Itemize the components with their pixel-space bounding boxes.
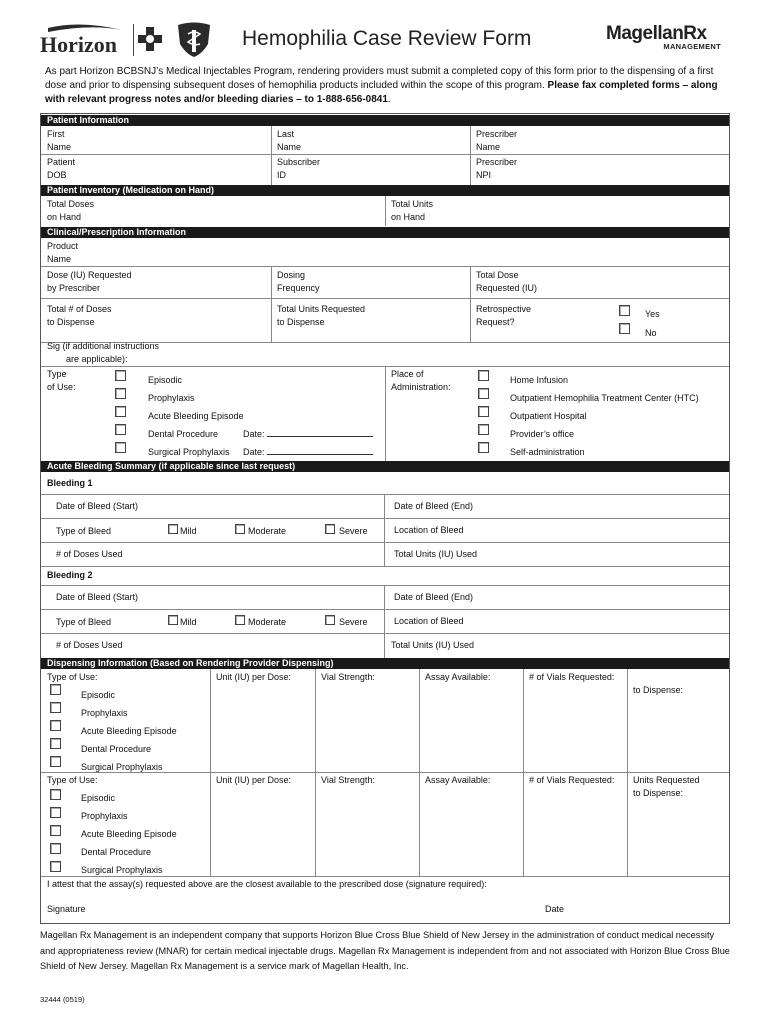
bleeding-2-heading: Bleeding 2 bbox=[47, 570, 93, 580]
bleed1-units-used-field[interactable]: Total Units (IU) Used bbox=[394, 549, 478, 559]
dispense2-surgical-label: Surgical Prophylaxis bbox=[81, 865, 163, 875]
prescriber-name-field[interactable]: Prescriber Name bbox=[476, 129, 518, 152]
dispense1-unit-per-dose-label: Unit (IU) per Dose: bbox=[216, 672, 292, 682]
use-surgical-checkbox[interactable] bbox=[115, 442, 126, 453]
bleed2-doses-used-field[interactable]: # of Doses Used bbox=[56, 640, 123, 650]
signature-field[interactable]: Signature bbox=[47, 904, 86, 914]
dispense2-units-requested-label: Units Requested to Dispense: bbox=[633, 775, 700, 798]
bleed2-severe-label: Severe bbox=[339, 617, 368, 627]
dispense1-to-dispense-label: to Dispense: bbox=[633, 685, 684, 695]
signature-date-field[interactable]: Date bbox=[545, 904, 565, 914]
place-provider-office-checkbox[interactable] bbox=[478, 424, 489, 435]
place-htc-label: Outpatient Hemophilia Treatment Center (HTC) bbox=[510, 393, 699, 403]
bleed2-units-used-field[interactable]: Total Units (IU) Used bbox=[391, 640, 475, 650]
form-code: 32444 (0519) bbox=[40, 995, 85, 1004]
bleed1-doses-used-field[interactable]: # of Doses Used bbox=[56, 549, 123, 559]
use-prophylaxis-checkbox[interactable] bbox=[115, 388, 126, 399]
dispense2-dental-checkbox[interactable] bbox=[50, 843, 61, 854]
case-review-form bbox=[40, 113, 730, 924]
bleed2-moderate-checkbox[interactable] bbox=[235, 615, 245, 625]
retrospective-no-checkbox[interactable] bbox=[619, 323, 630, 334]
magellan-logo-subtext: MANAGEMENT bbox=[663, 42, 721, 51]
dispense1-vials-requested-label: # of Vials Requested: bbox=[529, 672, 615, 682]
dispense1-surgical-checkbox[interactable] bbox=[50, 756, 61, 767]
subscriber-id-field[interactable]: Subscriber ID bbox=[277, 157, 321, 180]
dispense2-type-of-use-label: Type of Use: bbox=[47, 775, 98, 785]
intro-fax-instruction: Please fax completed forms – along with relevant progress notes and/or bleeding diaries – to 1-888-656-0841 bbox=[45, 80, 718, 106]
dosing-frequency-field[interactable]: Dosing Frequency bbox=[277, 270, 320, 293]
dispense2-acute-checkbox[interactable] bbox=[50, 825, 61, 836]
use-episodic-checkbox[interactable] bbox=[115, 370, 126, 381]
dispense1-dental-checkbox[interactable] bbox=[50, 738, 61, 749]
surgical-date-field[interactable]: Date: bbox=[243, 446, 373, 459]
bleed2-moderate-label: Moderate bbox=[248, 617, 287, 627]
dispense1-prophylaxis-label: Prophylaxis bbox=[81, 708, 128, 718]
use-episodic-label: Episodic bbox=[148, 375, 183, 385]
sig-instructions-field[interactable]: Sig (if additional instructions are applicable): bbox=[47, 341, 160, 364]
bleed1-moderate-label: Moderate bbox=[248, 526, 287, 536]
place-home-infusion-label: Home Infusion bbox=[510, 375, 569, 385]
page-title: Hemophilia Case Review Form bbox=[242, 27, 532, 50]
bleed1-mild-checkbox[interactable] bbox=[168, 524, 178, 534]
retrospective-yes-checkbox[interactable] bbox=[619, 305, 630, 316]
bleed2-mild-label: Mild bbox=[180, 617, 197, 627]
use-dental-checkbox[interactable] bbox=[115, 424, 126, 435]
dispense2-episodic-label: Episodic bbox=[81, 793, 116, 803]
bleeding-summary-heading: Acute Bleeding Summary (if applicable since last request) bbox=[41, 461, 729, 472]
bleed1-type-label: Type of Bleed bbox=[56, 526, 112, 536]
dispense1-surgical-label: Surgical Prophylaxis bbox=[81, 762, 163, 772]
place-provider-office-label: Provider’s office bbox=[510, 429, 575, 439]
magellan-logo-text: MagellanRx bbox=[606, 23, 707, 44]
dispense1-dental-label: Dental Procedure bbox=[81, 744, 152, 754]
total-units-on-hand-field[interactable]: Total Units on Hand bbox=[391, 199, 434, 222]
dispense2-prophylaxis-label: Prophylaxis bbox=[81, 811, 128, 821]
use-dental-label: Dental Procedure bbox=[148, 429, 219, 439]
intro-paragraph bbox=[45, 65, 725, 108]
place-outpatient-hospital-label: Outpatient Hospital bbox=[510, 411, 587, 421]
total-units-dispense-field[interactable]: Total Units Requested to Dispense bbox=[277, 304, 366, 327]
dispense1-prophylaxis-checkbox[interactable] bbox=[50, 702, 61, 713]
dispense2-surgical-checkbox[interactable] bbox=[50, 861, 61, 872]
bleed2-type-label: Type of Bleed bbox=[56, 617, 112, 627]
horizon-swoosh-icon bbox=[40, 22, 170, 58]
use-acute-bleeding-checkbox[interactable] bbox=[115, 406, 126, 417]
attestation-text: I attest that the assay(s) requested above are the closest available to the prescribed dose (signature required): bbox=[47, 879, 487, 889]
patient-inventory-heading: Patient Inventory (Medication on Hand) bbox=[41, 185, 729, 196]
footer-disclaimer: Magellan Rx Management is an independent company that supports Horizon Blue Cross Blue Shield of New Jersey in the administration of conduct medical necessity and appropriateness review (MNAR) for certain medical injectable drugs. Magellan Rx Management is independent from and not associated with Horizon Blue Cross Blue Shield of New Jersey. Magellan Rx Management is a service mark of Magellan Health, Inc. bbox=[40, 930, 730, 971]
bleed2-date-start-field[interactable]: Date of Bleed (Start) bbox=[56, 592, 139, 602]
dispense1-acute-label: Acute Bleeding Episode bbox=[81, 726, 177, 736]
dispense2-vial-strength-label: Vial Strength: bbox=[321, 775, 375, 785]
dispense2-dental-label: Dental Procedure bbox=[81, 847, 152, 857]
bleed1-severe-checkbox[interactable] bbox=[325, 524, 335, 534]
bleed2-severe-checkbox[interactable] bbox=[325, 615, 335, 625]
first-name-field[interactable]: First Name bbox=[47, 129, 72, 152]
dispense1-acute-checkbox[interactable] bbox=[50, 720, 61, 731]
type-of-use-label: Type of Use: bbox=[47, 369, 76, 392]
prescriber-npi-field[interactable]: Prescriber NPI bbox=[476, 157, 518, 180]
product-name-field[interactable]: Product Name bbox=[47, 241, 79, 264]
dental-date-field[interactable]: Date: bbox=[243, 428, 373, 441]
dispense1-episodic-checkbox[interactable] bbox=[50, 684, 61, 695]
use-acute-bleeding-label: Acute Bleeding Episode bbox=[148, 411, 244, 421]
retrospective-request-label: Retrospective Request? bbox=[476, 304, 532, 327]
dispense2-unit-per-dose-label: Unit (IU) per Dose: bbox=[216, 775, 292, 785]
horizon-logo-text: Horizon bbox=[40, 32, 117, 57]
dispense1-assay-label: Assay Available: bbox=[425, 672, 491, 682]
place-of-administration-label: Place of Administration: bbox=[391, 369, 451, 392]
use-surgical-label: Surgical Prophylaxis bbox=[148, 447, 230, 457]
bleed2-date-end-field[interactable]: Date of Bleed (End) bbox=[394, 592, 474, 602]
dispense2-vials-requested-label: # of Vials Requested: bbox=[529, 775, 615, 785]
last-name-field[interactable]: Last Name bbox=[277, 129, 302, 152]
total-doses-on-hand-field[interactable]: Total Doses on Hand bbox=[47, 199, 95, 222]
place-outpatient-hospital-checkbox[interactable] bbox=[478, 406, 489, 417]
magellan-logo bbox=[606, 24, 721, 51]
bleed1-moderate-checkbox[interactable] bbox=[235, 524, 245, 534]
dispense1-episodic-label: Episodic bbox=[81, 690, 116, 700]
retrospective-yes-label: Yes bbox=[645, 309, 660, 319]
total-doses-dispense-field[interactable]: Total # of Doses to Dispense bbox=[47, 304, 112, 327]
dispense2-episodic-checkbox[interactable] bbox=[50, 789, 61, 800]
bleed2-mild-checkbox[interactable] bbox=[168, 615, 178, 625]
place-self-admin-checkbox[interactable] bbox=[478, 442, 489, 453]
horizon-logo bbox=[40, 22, 170, 60]
dispense1-type-of-use-label: Type of Use: bbox=[47, 672, 98, 682]
bleed1-severe-label: Severe bbox=[339, 526, 368, 536]
bleed1-date-end-field[interactable]: Date of Bleed (End) bbox=[394, 501, 474, 511]
retrospective-no-label: No bbox=[645, 328, 657, 338]
clinical-information-heading: Clinical/Prescription Information bbox=[41, 227, 729, 238]
use-prophylaxis-label: Prophylaxis bbox=[148, 393, 195, 403]
bleeding-1-heading: Bleeding 1 bbox=[47, 478, 93, 488]
dispense2-acute-label: Acute Bleeding Episode bbox=[81, 829, 177, 839]
total-dose-requested-field[interactable]: Total Dose Requested (IU) bbox=[476, 270, 538, 293]
intro-text: As part Horizon BCBSNJ’s Medical Injectables Program, rendering providers must submit a completed copy of this form prior to the dispensing of a first dose and prior to dispensing subsequent doses of hemophilia products included within the scope of this program. bbox=[45, 66, 714, 92]
blue-cross-icon bbox=[138, 27, 162, 51]
intro-end: . bbox=[387, 94, 391, 106]
place-htc-checkbox[interactable] bbox=[478, 388, 489, 399]
bleed1-mild-label: Mild bbox=[180, 526, 197, 536]
dispense2-prophylaxis-checkbox[interactable] bbox=[50, 807, 61, 818]
dispense2-assay-label: Assay Available: bbox=[425, 775, 491, 785]
dispense1-vial-strength-label: Vial Strength: bbox=[321, 672, 375, 682]
bleed2-location-field[interactable]: Location of Bleed bbox=[394, 616, 464, 626]
patient-information-heading: Patient Information bbox=[41, 115, 729, 126]
patient-dob-field[interactable]: Patient DOB bbox=[47, 157, 76, 180]
bleed1-location-field[interactable]: Location of Bleed bbox=[394, 525, 464, 535]
place-home-infusion-checkbox[interactable] bbox=[478, 370, 489, 381]
place-self-admin-label: Self-administration bbox=[510, 447, 585, 457]
dispensing-information-heading: Dispensing Information (Based on Rendering Provider Dispensing) bbox=[41, 658, 729, 669]
bleed1-date-start-field[interactable]: Date of Bleed (Start) bbox=[56, 501, 139, 511]
blue-shield-icon bbox=[174, 22, 214, 58]
dose-requested-field[interactable]: Dose (IU) Requested by Prescriber bbox=[47, 270, 132, 293]
